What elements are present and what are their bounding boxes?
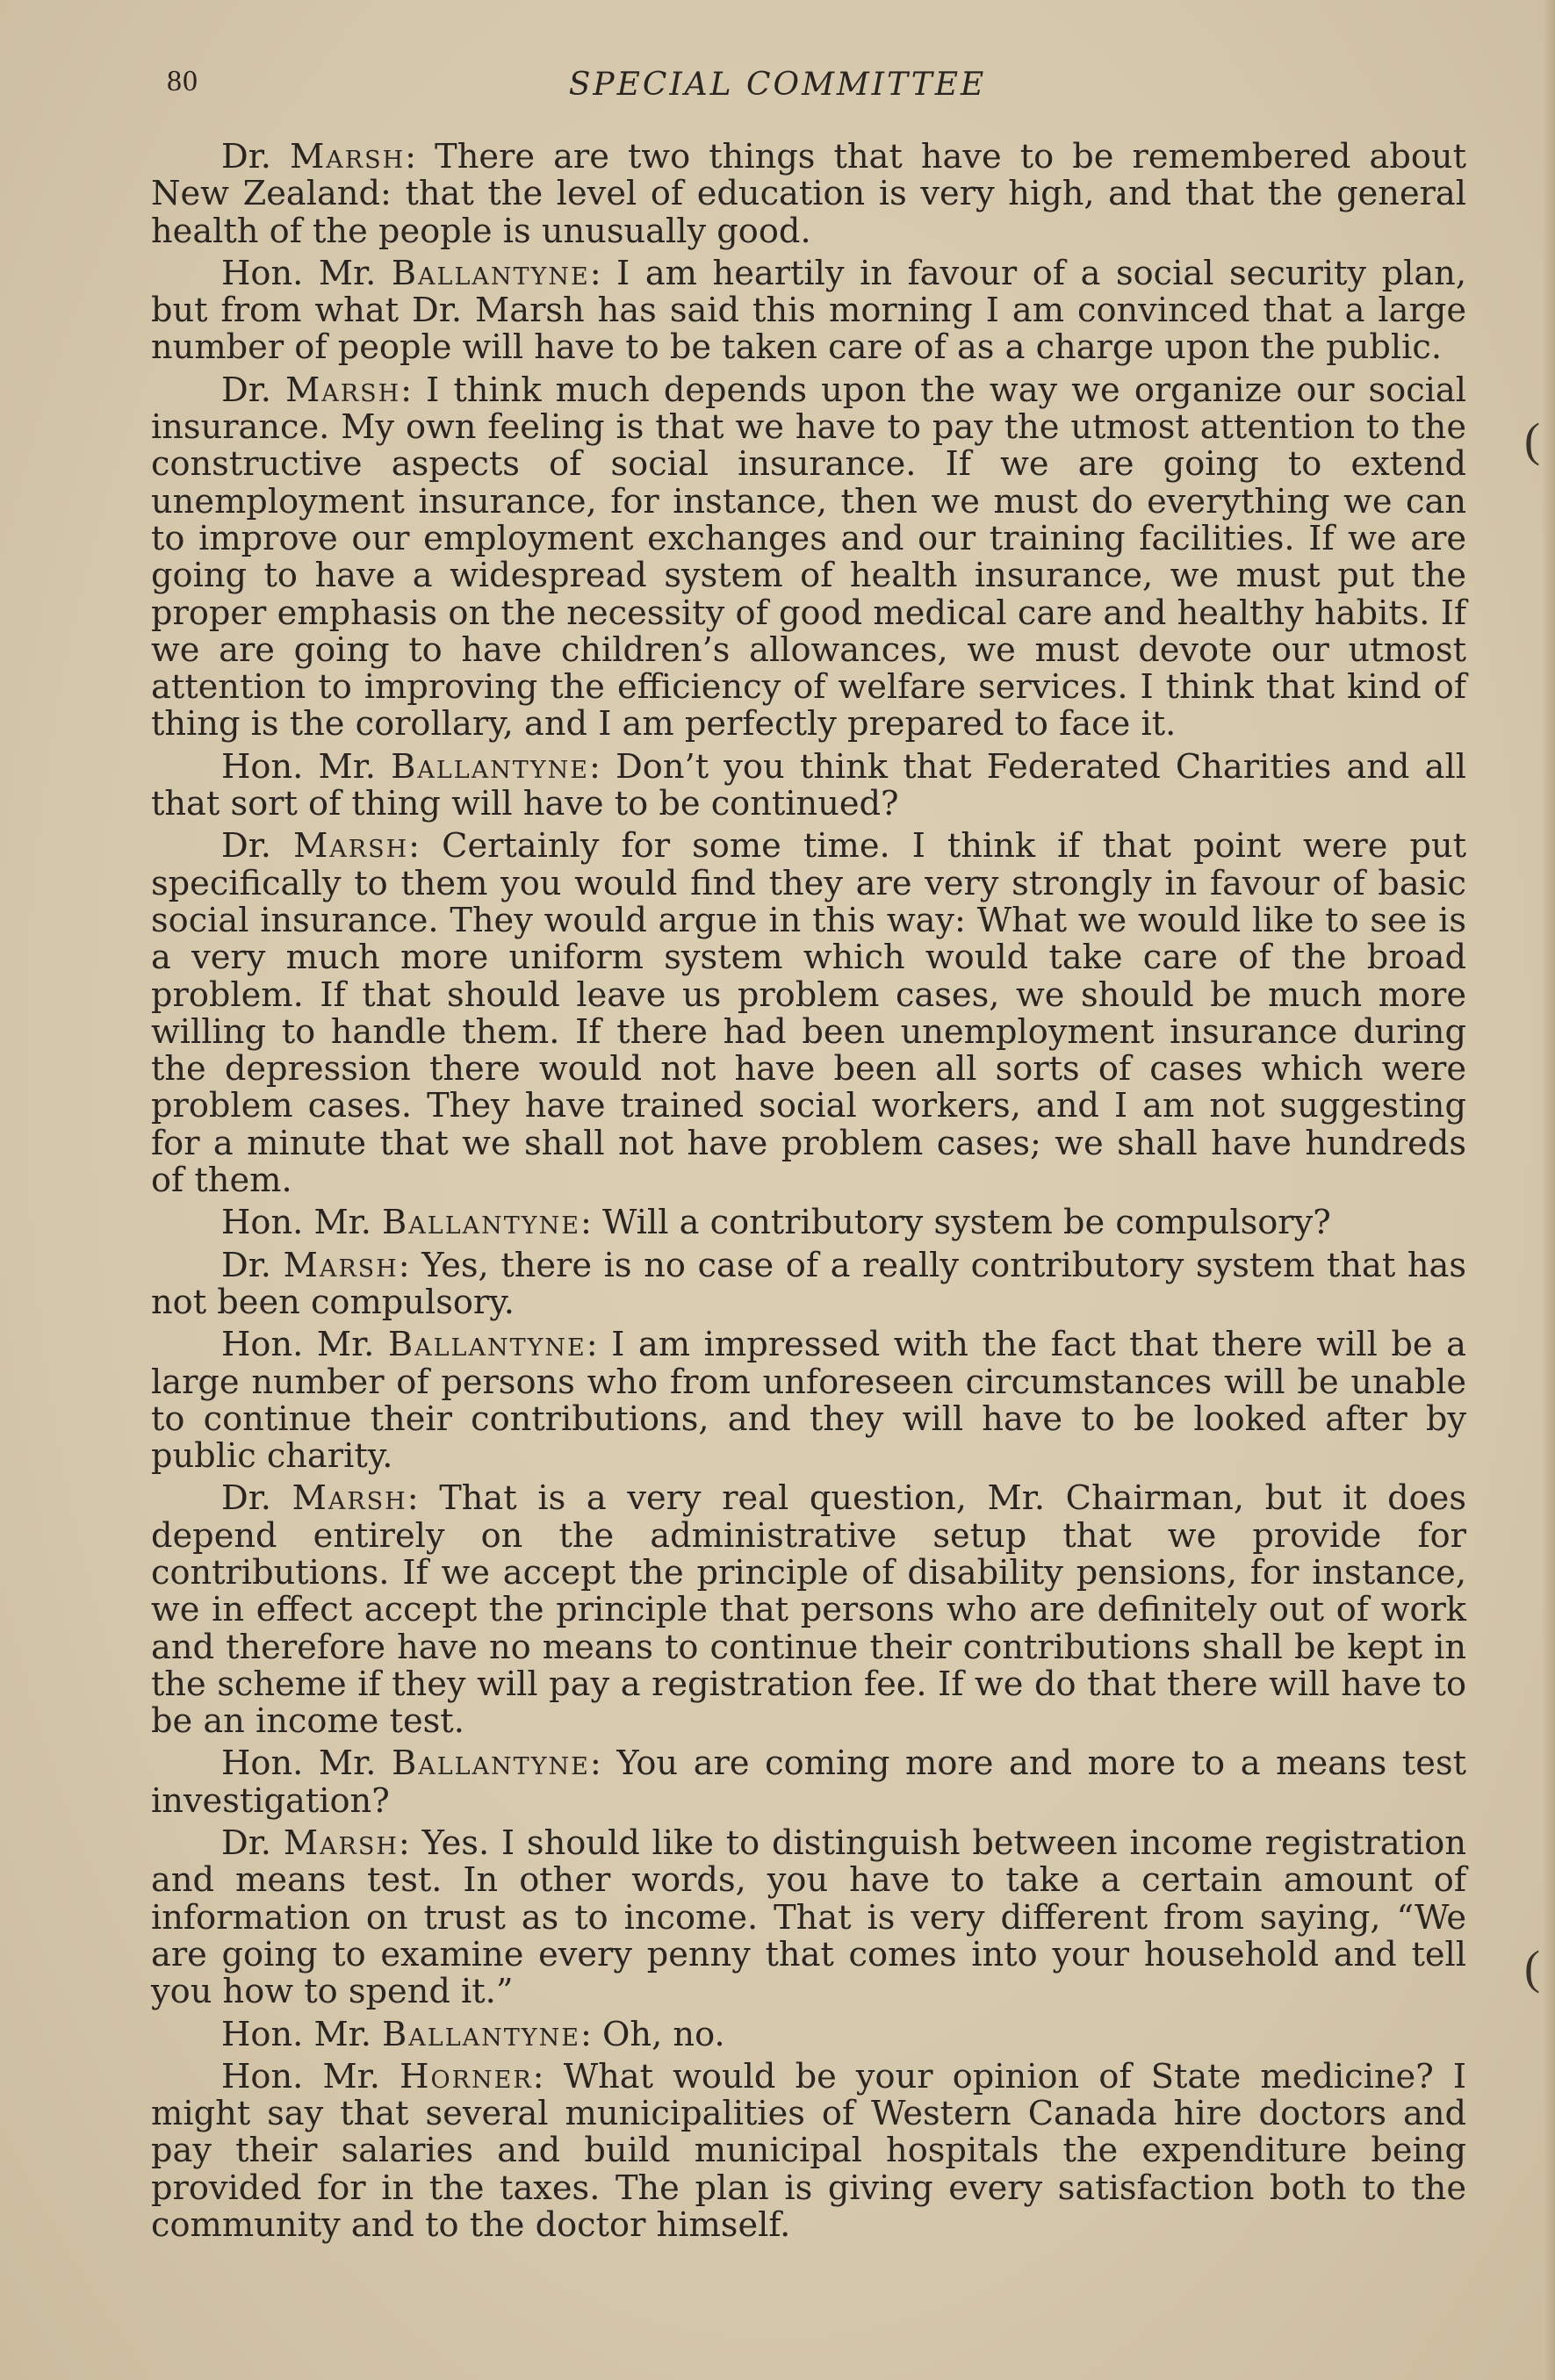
speaker-name: Marsh	[290, 137, 406, 176]
transcript-paragraph: Hon. Mr. Horner: What would be your opinion of State medicine? I might say that several municipalities of Western Canada hire doctors and pay their salaries and build municipal hospitals the expenditure being provided for in the taxes. The plan is giving every satisfaction both to the community and to the doctor himself.	[151, 2056, 1467, 2246]
margin-bracket-mark: (	[1524, 413, 1540, 466]
speaker-title: Dr.	[221, 1478, 271, 1519]
page-number: 80	[167, 65, 198, 97]
paragraph-text: I am impressed with the fact that there will be a large number of persons who from unforeseen circumstances will be unable to continue their contributions, and they will have to be looked after by public charity.	[151, 1325, 1466, 1477]
speaker-name: Marsh	[283, 1245, 399, 1285]
speaker-name: Marsh	[285, 370, 401, 410]
speaker-title: Hon. Mr.	[221, 2014, 371, 2054]
transcript-paragraph: Hon. Mr. Ballantyne: Oh, no.	[221, 2014, 725, 2054]
paragraph-text: Certainly for some time. I think if that point were put specifically to them you would find they are very strongly in favour of basic social insurance. They would argue in this way: What we would like to see is a very much more uniform system which would take care of the broad problem. If that should leave us problem cases, we should be much more willing to handle them. If there had been unemployment insurance during the depression there would not have been all sorts of cases which were problem cases. They have trained social workers, and I am not suggesting for a minute that we shall not have problem cases; we shall have hundreds of them.	[151, 826, 1467, 1201]
paragraph-text: Oh, no.	[602, 2014, 725, 2054]
speaker-name: Marsh	[283, 1823, 399, 1864]
running-head: SPECIAL COMMITTEE	[568, 67, 987, 103]
transcript-paragraph: Hon. Mr. Ballantyne: I am impressed with the fact that there will be a large number of persons who from unforeseen circumstances will be unable to continue their contributions, and they will have to be looked after by public charity.	[151, 1325, 1466, 1477]
transcript-paragraph: Dr. Marsh: That is a very real question, Mr. Chairman, but it does depend entirely on the administrative setup that we provide for contributions. If we accept the principle of disability pensions, for instance, we in effect accept the principle that persons who are definitely out of work and therefore have no means to continue their contributions shall be kept in the scheme if they will pay a registration fee. If we do that there will have to be an income test.	[151, 1478, 1466, 1742]
margin-bracket-mark: (	[1524, 1941, 1540, 1994]
paragraph-text: You are coming more and more to a means test investigation?	[151, 1744, 1467, 1821]
speaker-title: Hon. Mr.	[221, 1325, 375, 1365]
speaker-title: Dr.	[221, 370, 271, 410]
paragraph-text: I think much depends upon the way we organize our social insurance. My own feeling is that we have to pay the utmost attention to the constructive aspects of social insurance. If we are going to extend unemployment insurance, for instance, then we must do everything we can to improve our employment exchanges and our training facilities. If we are going to have a widespread system of health insurance, we must put the proper emphasis on the necessity of good medical care and healthy habits. If we are going to have children’s allowances, we must devote our utmost attention to improving the efficiency of welfare services. I think that kind of thing is the corollary, and I am perfectly prepared to face it.	[151, 370, 1466, 744]
speaker-title: Hon. Mr.	[221, 1744, 377, 1784]
speaker-title: Hon. Mr.	[221, 746, 376, 787]
speaker-name: Ballantyne	[387, 1325, 587, 1365]
speaker-title: Dr.	[221, 137, 271, 176]
paragraph-text: Yes, there is no case of a really contributory system that has not been compulsory.	[151, 1245, 1466, 1322]
transcript-paragraph: Hon. Mr. Ballantyne: Don’t you think that Federated Charities and all that sort of thing will have to be continued?	[151, 746, 1466, 824]
transcript-paragraph: Dr. Marsh: I think much depends upon the way we organize our social insurance. My own feeling is that we have to pay the utmost attention to the constructive aspects of social insurance. If we are going to extend unemployment insurance, for instance, then we must do everything we can to improve our employment exchanges and our training facilities. If we are going to have a widespread system of health insurance, we must put the proper emphasis on the necessity of good medical care and healthy habits. If we are going to have children’s allowances, we must devote our utmost attention to improving the efficiency of welfare services. I think that kind of thing is the corollary, and I am perfectly prepared to face it.	[151, 370, 1466, 744]
transcript-paragraph: Hon. Mr. Ballantyne: You are coming more and more to a means test investigation?	[151, 1744, 1467, 1821]
speaker-title: Hon. Mr.	[221, 253, 377, 293]
speaker-name: Marsh	[292, 1478, 407, 1519]
transcript-paragraph: Hon. Mr. Ballantyne: I am heartily in favour of a social security plan, but from what Dr. Marsh has said this morning I am convinced that a large number of people will have to be taken care of as a charge upon the public.	[151, 253, 1467, 368]
transcript-paragraph: Dr. Marsh: Yes. I should like to distinguish between income registration and means test. In other words, you have to take a certain amount of information on trust as to income. That is very different from saying, “We are going to examine every penny that comes into your household and tell you how to spend it.”	[151, 1823, 1467, 2012]
paragraph-text: What would be your opinion of State medicine? I might say that several municipalities of Western Canada hire doctors and pay their salaries and build municipal hospitals the expenditure being provided for in the taxes. The plan is giving every satisfaction both to the community and to the doctor himself.	[151, 2056, 1467, 2246]
speaker-name: Ballantyne	[382, 1203, 580, 1243]
transcript-paragraph: Hon. Mr. Ballantyne: Will a contributory system be compulsory?	[221, 1203, 1331, 1243]
paragraph-text: There are two things that have to be remembered about New Zealand: that the level of education is very high, and that the general health of the people is unusually good.	[151, 137, 1466, 251]
transcript-paragraph: Dr. Marsh: Certainly for some time. I think if that point were put specifically to them you would find they are very strongly in favour of basic social insurance. They would argue in this way: What we would like to see is a very much more uniform system which would take care of the broad problem. If that should leave us problem cases, we should be much more willing to handle them. If there had been unemployment insurance during the depression there would not have been all sorts of cases which were problem cases. They have trained social workers, and I am not suggesting for a minute that we shall not have problem cases; we shall have hundreds of them.	[151, 826, 1467, 1201]
speaker-name: Ballantyne	[382, 2014, 580, 2054]
speaker-title: Hon. Mr.	[221, 1203, 371, 1243]
speaker-name: Marsh	[293, 826, 409, 866]
speaker-title: Dr.	[221, 826, 271, 866]
speaker-title: Hon. Mr.	[221, 2056, 380, 2096]
transcript-body	[151, 139, 1466, 2249]
transcript-paragraph: Dr. Marsh: There are two things that have to be remembered about New Zealand: that the level of education is very high, and that the general health of the people is unusually good.	[151, 137, 1466, 251]
paragraph-text: Will a contributory system be compulsory?	[602, 1203, 1331, 1243]
paragraph-text: Yes. I should like to distinguish between income registration and means test. In other words, you have to take a certain amount of information on trust as to income. That is very different from saying, “We are going to examine every penny that comes into your household and tell you how to spend it.”	[151, 1823, 1467, 2012]
speaker-name: Horner	[400, 2056, 533, 2096]
page-edge-shadow	[1543, 0, 1555, 2380]
speaker-name: Ballantyne	[392, 1744, 590, 1784]
speaker-name: Ballantyne	[391, 746, 589, 787]
speaker-name: Ballantyne	[391, 253, 590, 293]
speaker-title: Dr.	[221, 1823, 271, 1864]
speaker-title: Dr.	[221, 1245, 271, 1285]
paragraph-text: Don’t you think that Federated Charities and all that sort of thing will have to be continued?	[151, 746, 1466, 824]
transcript-paragraph: Dr. Marsh: Yes, there is no case of a really contributory system that has not been compulsory.	[151, 1245, 1466, 1322]
paragraph-text: I am heartily in favour of a social security plan, but from what Dr. Marsh has said this morning I am convinced that a large number of people will have to be taken care of as a charge upon the public.	[151, 253, 1467, 368]
paragraph-text: That is a very real question, Mr. Chairman, but it does depend entirely on the administrative setup that we provide for contributions. If we accept the principle of disability pensions, for instance, we in effect accept the principle that persons who are definitely out of work and therefore have no means to continue their contributions shall be kept in the scheme if they will pay a registration fee. If we do that there will have to be an income test.	[151, 1478, 1466, 1742]
